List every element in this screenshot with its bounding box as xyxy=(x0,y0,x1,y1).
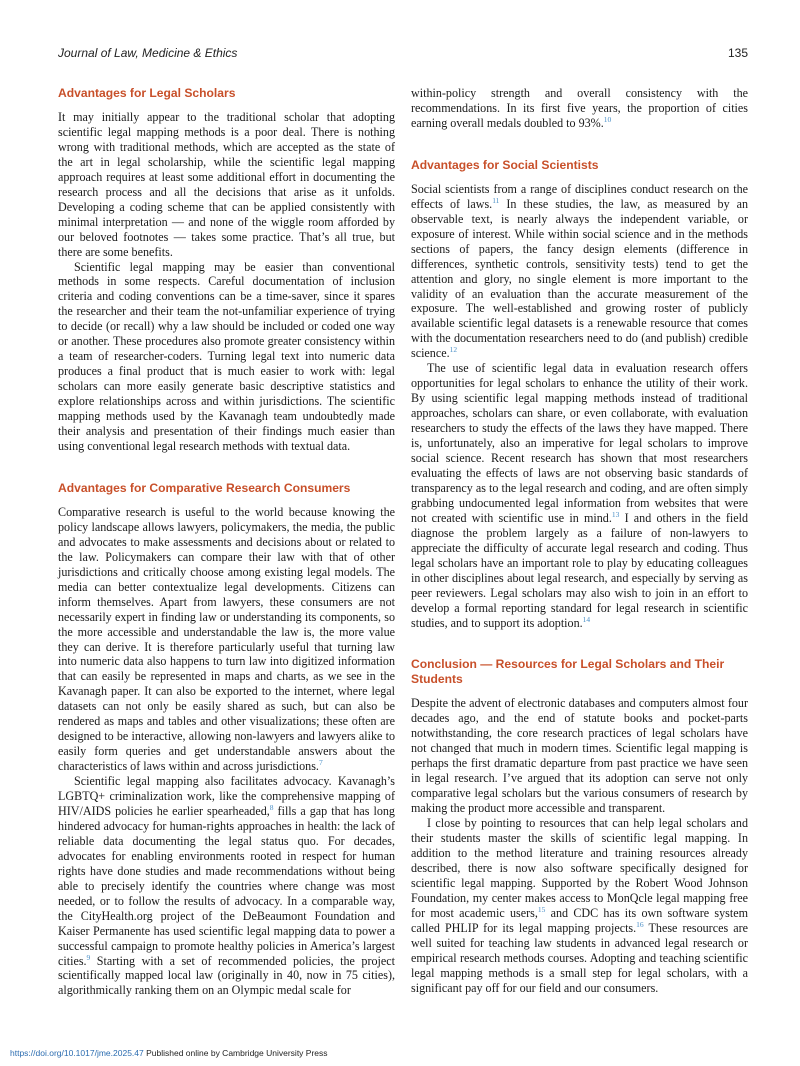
paragraph: Scientific legal mapping may be easier than conventional methods in some respects. Careful documentation of inclusion criteria and coding conventions can be a time-saver, since it spares the researcher and their team the not-unfamiliar experience of trying to decide (or recall) why a law should be included or coded one way or another. These procedures also promote greater consistency within a team of researcher-coders. Turning legal text into numeric data produces a final product that is much easier to work with: legal scholars can more easily generate basic descriptive statistics and explore relationships across and within jurisdictions. The scientific mapping methods used by the Kavanagh team undoubtedly made their analysis and presentation of their findings much easier than using conventional legal research methods with textual data. xyxy=(58,259,395,453)
paragraph-text: I close by pointing to resources that can help legal scholars and their students master the skills of scientific legal mapping. In addition to the method literature and training resources already described, there is now also software specifically designed for scientific legal mapping. Supported by the Robert Wood Johnson Foundation, my center makes access to MonQcle legal mapping free for most academic users, xyxy=(411,816,748,920)
footnote-ref[interactable]: 7 xyxy=(318,758,323,768)
running-head xyxy=(58,46,748,60)
page-footer xyxy=(10,1048,328,1058)
footnote-ref[interactable]: 9 xyxy=(86,952,91,962)
left-column xyxy=(58,86,395,998)
paragraph-text: fills a gap that has long hindered advocacy for human-rights approaches in health: the lack of reliable data documenting the legal status quo. For decades, advocates for enabling environments rooted in respect for human rights have done studies and made recommendations without being able to precisely identify the countries where change was most needed, or to follow the results of advocacy. In a comparable way, the CityHealth.org project of the DeBeaumont Foundation and Kaiser Permanente has used scientific legal mapping data to power a successful campaign to promote healthy policies in America’s largest cities. xyxy=(58,803,395,968)
paragraph-text: Social scientists from a range of disciplines conduct research on the effects of laws. xyxy=(411,181,748,211)
doi-link[interactable]: https://doi.org/10.1017/jme.2025.47 xyxy=(10,1048,144,1058)
footnote-ref[interactable]: 15 xyxy=(537,904,546,914)
publisher-note: Published online by Cambridge University Press xyxy=(143,1048,328,1058)
paragraph-text: Starting with a set of recommended policies, the project scientifically mapped local law (originally in 40, now in 75 cities), algorithmically ranking them on an Olympic medal scale for xyxy=(58,953,395,998)
footnote-ref[interactable]: 12 xyxy=(449,345,458,355)
paragraph-text: within-policy strength and overall consistency with the recommendations. In its first five years, the proportion of cities earning overall medals doubled to 93%. xyxy=(411,86,748,130)
paragraph xyxy=(58,774,395,998)
paragraph-text: The use of scientific legal data in evaluation research offers opportunities for legal scholars to enhance the utility of their work. By using scientific legal mapping methods instead of traditional approaches, scholars can share, or even collaborate, with evaluation researchers to study the effects of the laws they have mapped. There is, unfortunately, also an imperative for legal scholars to improve social science. Recent research has shown that most researchers evaluating the effects of laws are not observing basic standards of transparency as to the legal research and coding, and are often simply grabbing undocumented legal information from websites that were not created with scientific use in mind. xyxy=(411,361,748,525)
right-column xyxy=(411,86,748,996)
section-heading-conclusion: Conclusion — Resources for Legal Scholars and Their Students xyxy=(411,657,725,687)
paragraph-text: Scientific legal mapping also facilitates advocacy. Kavanagh’s LGBTQ+ criminalization work, like the comprehensive mapping of HIV/AIDS policies he earlier spearheaded, xyxy=(58,774,395,818)
paragraph xyxy=(58,505,395,774)
paragraph xyxy=(411,816,748,995)
paragraph xyxy=(411,361,748,630)
footnote-ref[interactable]: 16 xyxy=(636,919,644,929)
paragraph-text: and CDC has its own software system called PHLIP for its legal mapping projects. xyxy=(411,905,748,935)
journal-title: Journal of Law, Medicine & Ethics xyxy=(58,46,238,60)
paragraph-text: In these studies, the law, as measured by an observable text, is nearly always the independent variable, or exposure of interest. While within social science and in the methods sections of papers, the fancy design elements (difference in differences, synthetic controls, sensitivity tests) tend to get the attention and glory, no single element is more important to the validity of an evaluation than the accurate measurement of the exposure. The well-established and growing roster of publicly available scientific legal datasets is a renewable resource that comes with the documentation researchers need to do (and publish) credible science. xyxy=(411,196,748,361)
paragraph xyxy=(411,86,748,131)
page-number: 135 xyxy=(727,46,748,60)
paragraph-text: I and others in the field diagnose the problem largely as a failure of non-lawyers to appreciate the difficulty of accurate legal research and coding. Thus legal scholars have an important role to play by educating colleagues in other disciplines about legal research, and especially by serving as peer reviewers. Legal scholars may also wish to join in an effort to develop a formal reporting standard for legal research in scientific studies, and to support its adoption. xyxy=(411,510,748,630)
paragraph xyxy=(411,182,748,361)
section-heading-comparative-research: Advantages for Comparative Research Consumers xyxy=(58,480,351,495)
footnote-ref[interactable]: 10 xyxy=(603,114,612,124)
footnote-ref[interactable]: 11 xyxy=(492,195,500,205)
footnote-ref[interactable]: 14 xyxy=(582,614,591,624)
paragraph-text: Comparative research is useful to the world because knowing the policy landscape allows lawyers, policymakers, the media, the public and advocates to make assessments and decisions about or related to the law. Policymakers can compare their law with that of other jurisdictions and critically choose among existing legal models. The media can better contextualize legal developments. Citizens can inform themselves. Apart from lawyers, these consumers are not necessarily expert in finding law or understanding its components, so the more accessible and understandable the law is, the more value they can derive. It is therefore particularly useful that turning law into numeric data also happens to turn law into digitized information that can easily be represented in maps and charts, as we see in the Kavanagh paper. It can also be exported to the internet, where legal datasets can not only be easily shared as such, but can also be rendered as maps and tables and other visualizations; these often are designed to be interactive, allowing non-lawyers and lawyers alike to easily form queries and get understandable answers about the characteristics of laws within and across jurisdictions. xyxy=(58,504,395,774)
section-heading-social-scientists: Advantages for Social Scientists xyxy=(411,157,599,172)
paragraph: Despite the advent of electronic databases and computers almost four decades ago, and the end of statute books and pocket-parts notwithstanding, the core research practices of legal scholars have not changed that much in modern times. Scientific legal mapping is perhaps the first dramatic departure from past practice we have seen in legal research. I’ve argued that its adoption can serve not only comparative legal scholars but the various consumers of research by making the product more accessible and transparent. xyxy=(411,696,748,816)
paragraph-text: These resources are well suited for teaching law students in advanced legal research or empirical research methods courses. Adopting and teaching scientific legal mapping methods is a small step for legal scholars, with a significant pay off for our field and our consumers. xyxy=(411,920,748,995)
paragraph: It may initially appear to the traditional scholar that adopting scientific legal mapping methods is a poor deal. There is nothing wrong with traditional methods, which are accepted as the state of the art in legal scholarship, while the scientific legal mapping approach requires at least some additional effort in documenting the research process and all the decisions that arise as it unfolds. Developing a coding scheme that can be applied consistently with minimal interpretation — and none of the wiggle room afforded by our beloved footnotes — takes some practice. That’s all true, but there are some benefits. xyxy=(58,110,395,259)
section-heading-legal-scholars: Advantages for Legal Scholars xyxy=(58,86,236,100)
footnote-ref[interactable]: 13 xyxy=(611,509,620,519)
footnote-ref[interactable]: 8 xyxy=(269,802,274,812)
